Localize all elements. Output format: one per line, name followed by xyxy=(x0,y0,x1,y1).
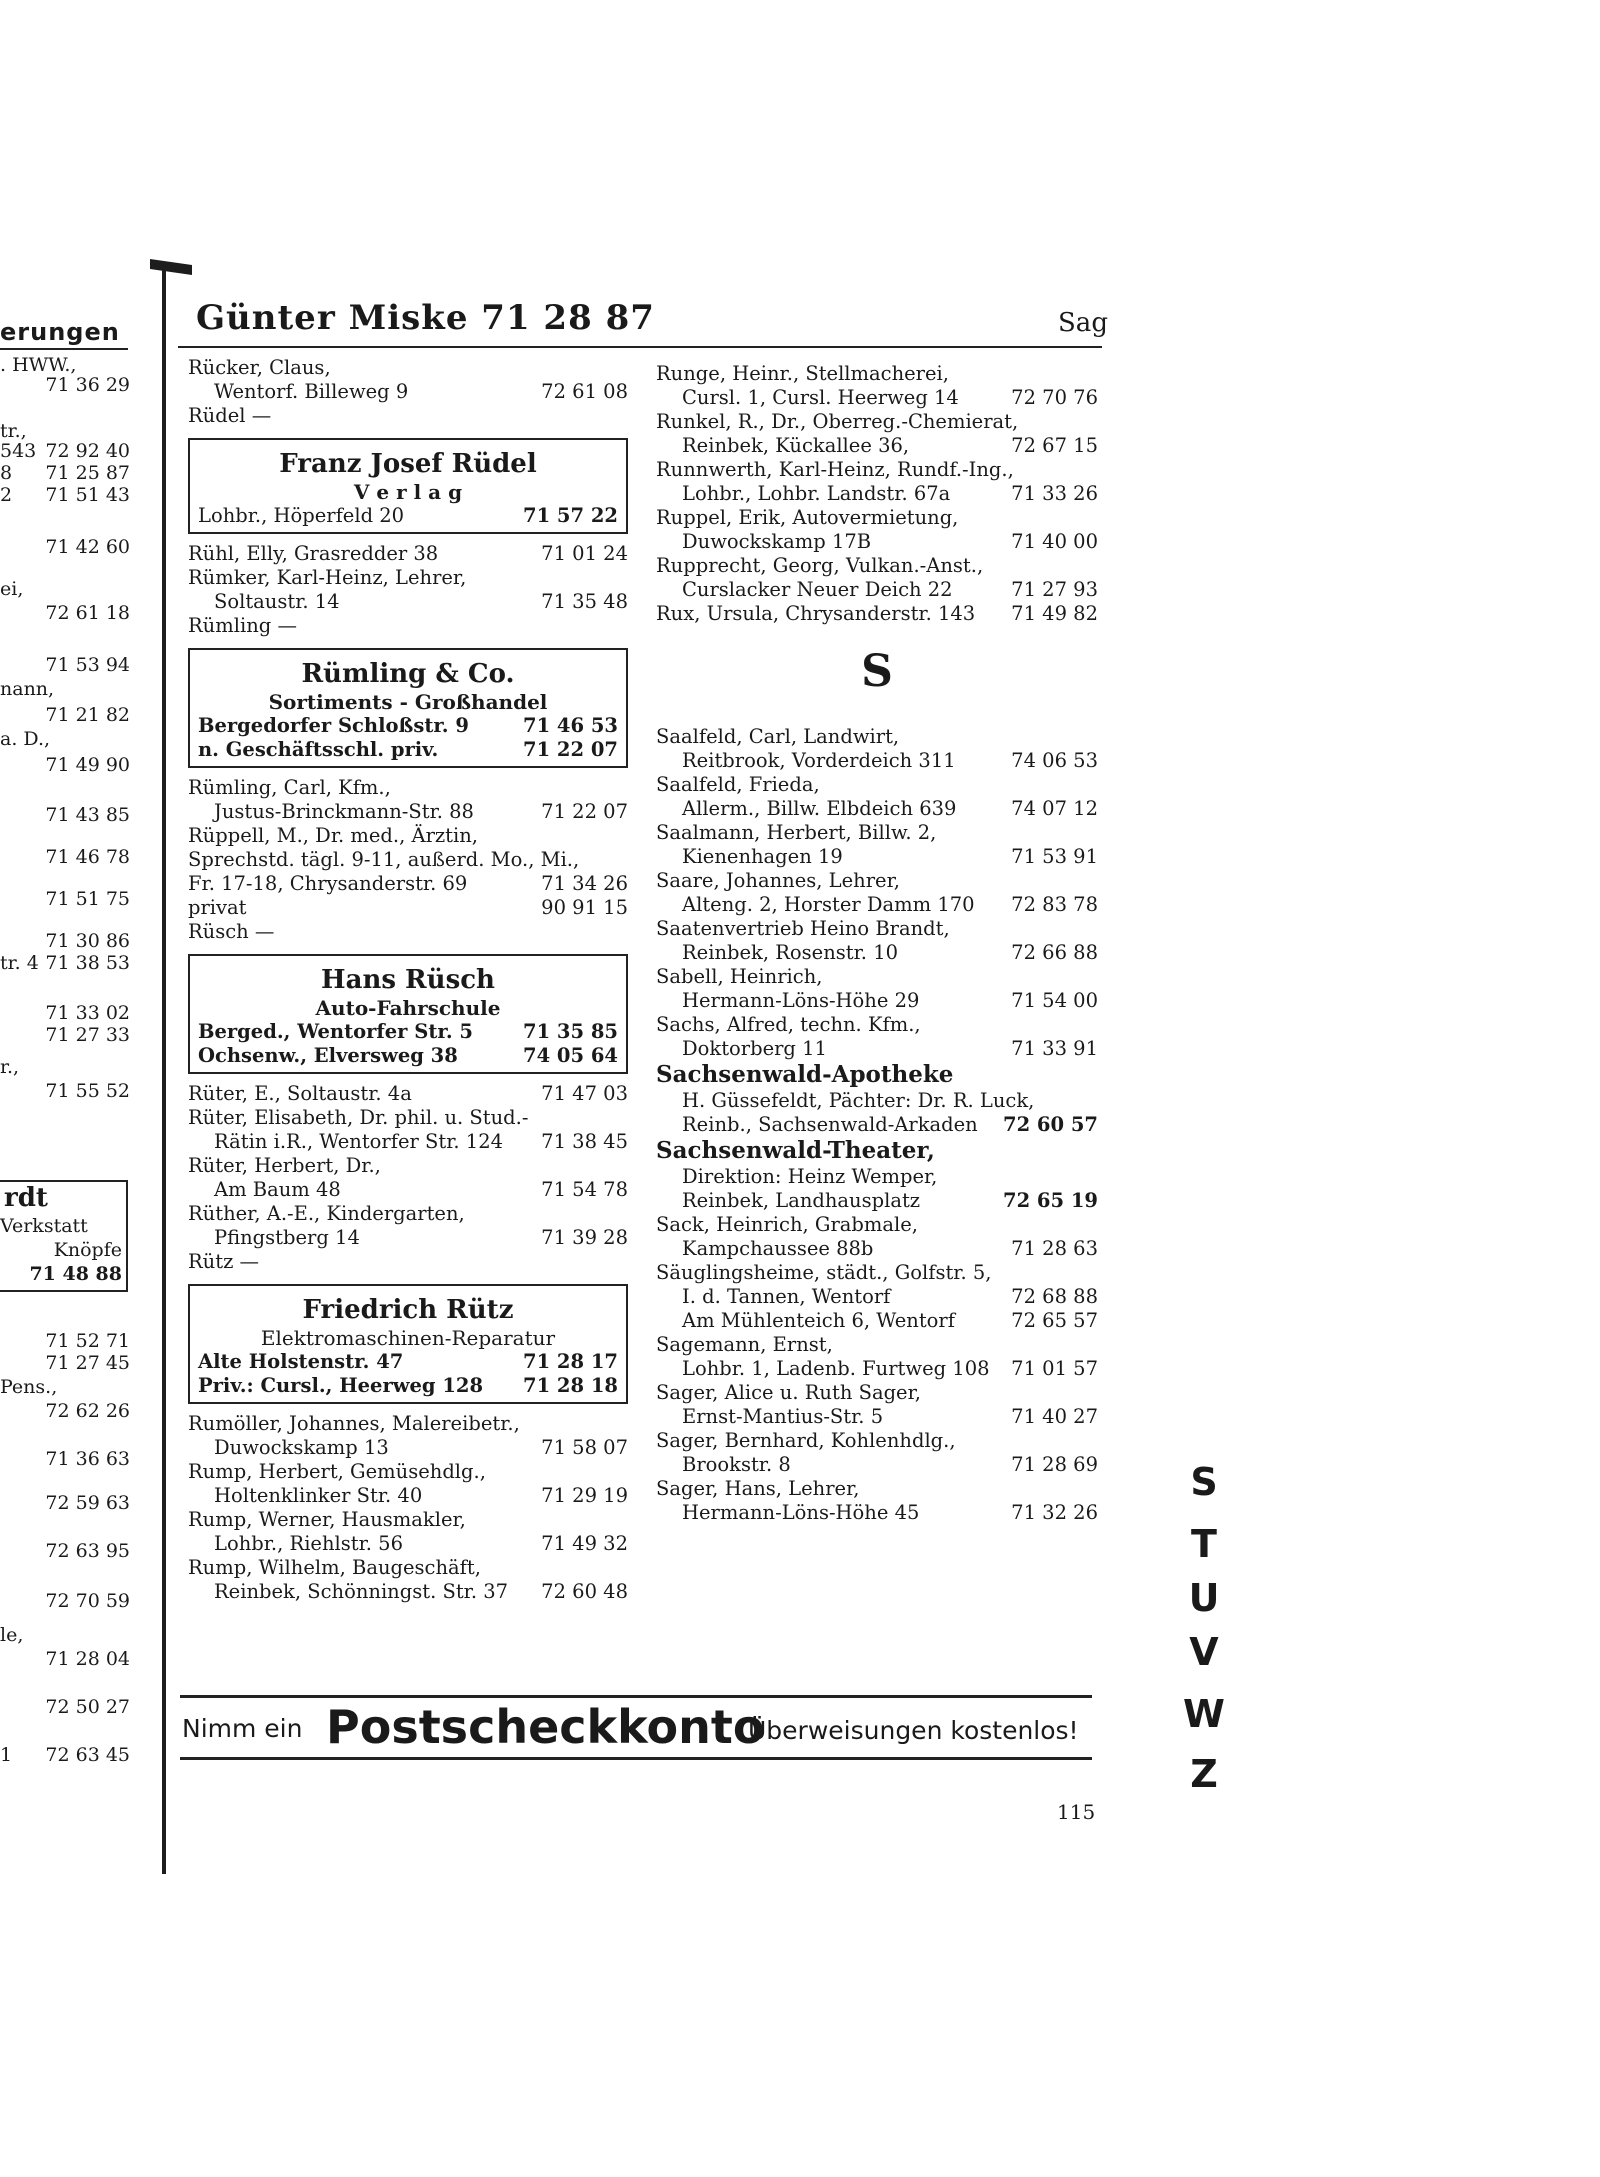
left-row-number: 71 27 45 xyxy=(45,1352,130,1374)
box-address: Priv.: Cursl., Heerweg 128 xyxy=(198,1374,484,1397)
entry-text: Rümker, Karl-Heinz, Lehrer, xyxy=(188,566,467,589)
ad-prefix: Nimm ein xyxy=(182,1714,303,1743)
entry-phone: 71 58 07 xyxy=(541,1436,628,1459)
directory-entry xyxy=(656,917,1098,965)
entry-text: Reitbrook, Vorderdeich 311 xyxy=(682,749,956,772)
ad-headline: Postscheckkonto xyxy=(326,1700,765,1754)
entry-phone: 71 54 78 xyxy=(541,1178,628,1201)
entry-text: Rüther, A.-E., Kindergarten, xyxy=(188,1202,465,1225)
left-row-text: 8 xyxy=(0,462,13,484)
left-row-number: 72 59 63 xyxy=(45,1492,130,1514)
entry-text: Reinbek, Rosenstr. 10 xyxy=(682,941,899,964)
directory-entry xyxy=(188,896,628,920)
box-title: Hans Rüsch xyxy=(321,965,495,995)
left-row-text: le, xyxy=(0,1624,24,1646)
left-row-text: Pens., xyxy=(0,1376,58,1398)
box-title: Franz Josef Rüdel xyxy=(279,449,537,479)
left-row-number: 71 55 52 xyxy=(45,1080,130,1102)
entry-text: Rumöller, Johannes, Malereibetr., xyxy=(188,1412,520,1435)
left-row-number: 71 25 87 xyxy=(45,462,130,484)
directory-entry xyxy=(188,614,628,638)
directory-entry xyxy=(656,773,1098,821)
entry-phone: 72 60 48 xyxy=(541,1580,628,1603)
entry-text: Am Mühlenteich 6, Wentorf xyxy=(682,1309,955,1332)
entry-phone: 72 68 88 xyxy=(1011,1285,1098,1308)
left-row-number: 71 49 90 xyxy=(45,754,130,776)
directory-entry xyxy=(656,1429,1098,1477)
left-column-rule xyxy=(0,348,128,350)
directory-entry xyxy=(656,869,1098,917)
entry-phone: 71 22 07 xyxy=(541,800,628,823)
left-row-number: 72 62 26 xyxy=(45,1400,130,1422)
directory-entry xyxy=(656,1213,1098,1261)
entry-text: Runge, Heinr., Stellmacherei, xyxy=(656,362,949,385)
directory-entry xyxy=(656,965,1098,1013)
entry-phone: 71 49 82 xyxy=(1011,602,1098,625)
box-title: Friedrich Rütz xyxy=(302,1295,514,1325)
entry-text: Hermann-Löns-Höhe 45 xyxy=(682,1501,920,1524)
left-row-number: 72 63 95 xyxy=(45,1540,130,1562)
listing-line: Reinb., Sachsenwald-Arkaden xyxy=(682,1113,978,1136)
directory-entry xyxy=(656,458,1098,506)
directory-entry xyxy=(656,554,1098,602)
entry-text: Rüppell, M., Dr. med., Ärztin, xyxy=(188,824,479,847)
directory-entry xyxy=(656,1013,1098,1061)
entry-phone: 71 40 00 xyxy=(1011,530,1098,553)
directory-entry xyxy=(188,566,628,614)
listing-title: Sachsenwald-Apotheke xyxy=(656,1061,954,1088)
entry-phone: 71 27 93 xyxy=(1011,578,1098,601)
entry-text: Sack, Heinrich, Grabmale, xyxy=(656,1213,918,1236)
directory-entry xyxy=(656,725,1098,773)
directory-entry xyxy=(656,1381,1098,1429)
entry-phone: 74 06 53 xyxy=(1011,749,1098,772)
entry-phone: 72 66 88 xyxy=(1011,941,1098,964)
entry-text: Rühl, Elly, Grasredder 38 xyxy=(188,542,439,565)
listing-phone: 72 65 19 xyxy=(1003,1189,1098,1212)
directory-entry xyxy=(188,920,628,944)
entry-text: Soltaustr. 14 xyxy=(214,590,340,613)
entry-text: Rüter, Elisabeth, Dr. phil. u. Stud.- xyxy=(188,1106,529,1129)
directory-entry xyxy=(656,1333,1098,1381)
directory-entry xyxy=(656,1261,1098,1309)
listing-line: Direktion: Heinz Wemper, xyxy=(682,1165,938,1188)
left-row-text: tr., xyxy=(0,420,27,442)
entry-text: Brookstr. 8 xyxy=(682,1453,791,1476)
entry-text: Hermann-Löns-Höhe 29 xyxy=(682,989,920,1012)
left-row-number: 71 46 78 xyxy=(45,846,130,868)
entry-text: Cursl. 1, Cursl. Heerweg 14 xyxy=(682,386,959,409)
entry-phone: 90 91 15 xyxy=(541,896,628,919)
directory-entry xyxy=(188,1412,628,1460)
entry-phone: 71 49 32 xyxy=(541,1532,628,1555)
entry-text: Lohbr., Riehlstr. 56 xyxy=(214,1532,403,1555)
entry-text: Saalmann, Herbert, Billw. 2, xyxy=(656,821,937,844)
directory-entry xyxy=(188,1508,628,1556)
listing-box-ruetz xyxy=(188,1284,628,1404)
entry-text: Rüter, Herbert, Dr., xyxy=(188,1154,381,1177)
left-row-number: 71 36 29 xyxy=(45,374,130,396)
entry-phone: 71 28 69 xyxy=(1011,1453,1098,1476)
entry-phone: 72 61 08 xyxy=(541,380,628,403)
directory-entry xyxy=(188,1106,628,1154)
entry-text: Saatenvertrieb Heino Brandt, xyxy=(656,917,950,940)
left-row-text: . HWW., xyxy=(0,354,77,376)
listing-line: H. Güssefeldt, Pächter: Dr. R. Luck, xyxy=(682,1089,1035,1112)
entry-phone: 72 83 78 xyxy=(1011,893,1098,916)
entry-text: Lohbr. 1, Ladenb. Furtweg 108 xyxy=(682,1357,990,1380)
box-address: n. Geschäftsschl. priv. xyxy=(198,738,439,761)
entry-text: Kienenhagen 19 xyxy=(682,845,843,868)
box-phone: 74 05 64 xyxy=(523,1044,618,1067)
directory-entry xyxy=(656,362,1098,410)
directory-entry xyxy=(188,824,628,896)
left-row-number: 71 33 02 xyxy=(45,1002,130,1024)
entry-phone: 71 54 00 xyxy=(1011,989,1098,1012)
left-row-number: 72 63 45 xyxy=(45,1744,130,1766)
directory-entry xyxy=(188,1202,628,1250)
entry-text: Am Baum 48 xyxy=(214,1178,341,1201)
thumb-index-letter: Z xyxy=(1190,1752,1218,1796)
entry-text: Curslacker Neuer Deich 22 xyxy=(682,578,953,601)
footer-rule-top xyxy=(180,1695,1092,1698)
entry-text: Fr. 17-18, Chrysanderstr. 69 xyxy=(188,872,468,895)
left-row-number: 71 28 04 xyxy=(45,1648,130,1670)
box-address: Ochsenw., Elversweg 38 xyxy=(198,1044,458,1067)
thumb-index-letter: U xyxy=(1188,1576,1220,1620)
entry-phone: 71 35 48 xyxy=(541,590,628,613)
entry-text: Rupprecht, Georg, Vulkan.-Anst., xyxy=(656,554,984,577)
entry-text: Wentorf. Billeweg 9 xyxy=(214,380,409,403)
box-title: Rümling & Co. xyxy=(301,659,515,689)
directory-entry xyxy=(656,602,1098,626)
entry-text: Rümling, Carl, Kfm., xyxy=(188,776,391,799)
box-phone: 71 57 22 xyxy=(523,504,618,527)
left-row-text: tr. 4 xyxy=(0,952,39,974)
entry-text: Rütz — xyxy=(188,1250,260,1273)
left-row-text: ei, xyxy=(0,578,24,600)
footer-rule-bottom xyxy=(180,1757,1092,1760)
entry-phone: 71 01 57 xyxy=(1011,1357,1098,1380)
entry-text: Reinbek, Kückallee 36, xyxy=(682,434,910,457)
left-row-number: 71 42 60 xyxy=(45,536,130,558)
entry-text: privat xyxy=(188,896,247,919)
directory-entry xyxy=(656,1309,1098,1333)
directory-entry xyxy=(656,506,1098,554)
box-phone: 71 28 18 xyxy=(523,1374,618,1397)
listing-line: Reinbek, Landhausplatz xyxy=(682,1189,921,1212)
entry-text: Sabell, Heinrich, xyxy=(656,965,823,988)
box-subtitle: V e r l a g xyxy=(353,480,463,504)
entry-text: Sagemann, Ernst, xyxy=(656,1333,833,1356)
box-address: Bergedorfer Schloßstr. 9 xyxy=(198,714,469,737)
header-rule xyxy=(178,346,1102,348)
directory-entry xyxy=(188,1556,628,1604)
listing-box-ruedel xyxy=(188,438,628,534)
entry-phone: 72 70 76 xyxy=(1011,386,1098,409)
entry-text: Rump, Werner, Hausmakler, xyxy=(188,1508,466,1531)
directory-column-1 xyxy=(188,356,628,1604)
entry-phone: 74 07 12 xyxy=(1011,797,1098,820)
entry-text: Rüsch — xyxy=(188,920,275,943)
section-letter: S xyxy=(861,646,893,697)
entry-text: Duwockskamp 13 xyxy=(214,1436,389,1459)
directory-entry xyxy=(188,776,628,824)
page-spine xyxy=(162,262,166,1874)
box-phone: 71 22 07 xyxy=(523,738,618,761)
directory-entry xyxy=(656,410,1098,458)
entry-phone: 72 65 57 xyxy=(1011,1309,1098,1332)
left-row-text: 543 xyxy=(0,440,37,462)
directory-column-2 xyxy=(656,362,1098,1525)
entry-phone: 71 34 26 xyxy=(541,872,628,895)
entry-phone: 71 53 91 xyxy=(1011,845,1098,868)
entry-phone: 71 32 26 xyxy=(1011,1501,1098,1524)
entry-phone: 71 29 19 xyxy=(541,1484,628,1507)
listing-box-ruemling xyxy=(188,648,628,768)
entry-phone: 71 47 03 xyxy=(541,1082,628,1105)
left-row-text: nann, xyxy=(0,678,55,700)
entry-phone: 71 33 26 xyxy=(1011,482,1098,505)
entry-text: Saare, Johannes, Lehrer, xyxy=(656,869,900,892)
entry-text: Saalfeld, Frieda, xyxy=(656,773,820,796)
left-box-title: rdt xyxy=(4,1183,48,1213)
thumb-index-letter: S xyxy=(1190,1460,1218,1504)
entry-text: Ernst-Mantius-Str. 5 xyxy=(682,1405,884,1428)
box-address: Berged., Wentorfer Str. 5 xyxy=(198,1020,473,1043)
entry-text: Sager, Bernhard, Kohlenhdlg., xyxy=(656,1429,956,1452)
thumb-index-letter: T xyxy=(1191,1522,1217,1566)
entry-text: Rätin i.R., Wentorfer Str. 124 xyxy=(214,1130,504,1153)
box-phone: 71 46 53 xyxy=(523,714,618,737)
box-subtitle: Elektromaschinen-Reparatur xyxy=(260,1326,556,1350)
left-row-number: 71 51 43 xyxy=(45,484,130,506)
box-subtitle: Sortiments - Großhandel xyxy=(268,690,548,714)
thumb-index-letter: V xyxy=(1189,1630,1219,1674)
left-row-text: 1 xyxy=(0,1744,13,1766)
directory-entry xyxy=(188,1250,628,1274)
left-row-number: 71 38 53 xyxy=(45,952,130,974)
entry-text: Rux, Ursula, Chrysanderstr. 143 xyxy=(656,602,976,625)
entry-text: Säuglingsheime, städt., Golfstr. 5, xyxy=(656,1261,992,1284)
entry-text: Holtenklinker Str. 40 xyxy=(214,1484,423,1507)
left-row-number: 71 43 85 xyxy=(45,804,130,826)
page-header-key: Sag xyxy=(1058,308,1108,338)
entry-phone: 72 67 15 xyxy=(1011,434,1098,457)
entry-text: Runnwerth, Karl-Heinz, Rundf.-Ing., xyxy=(656,458,1014,481)
page-number: 115 xyxy=(1057,1800,1096,1824)
entry-text: Doktorberg 11 xyxy=(682,1037,827,1060)
entry-text: Rump, Herbert, Gemüsehdlg., xyxy=(188,1460,486,1483)
entry-text: Sager, Alice u. Ruth Sager, xyxy=(656,1381,921,1404)
directory-entry xyxy=(188,1082,628,1106)
listing-phone: 72 60 57 xyxy=(1003,1113,1098,1136)
left-box-line1: Verkstatt xyxy=(0,1215,88,1237)
entry-text: Sager, Hans, Lehrer, xyxy=(656,1477,860,1500)
entry-text: Lohbr., Lohbr. Landstr. 67a xyxy=(682,482,951,505)
left-column-header: erungen xyxy=(0,318,120,346)
entry-text: I. d. Tannen, Wentorf xyxy=(682,1285,891,1308)
entry-text: Rücker, Claus, xyxy=(188,356,331,379)
entry-phone: 71 39 28 xyxy=(541,1226,628,1249)
directory-entry xyxy=(188,404,628,428)
entry-text: Allerm., Billw. Elbdeich 639 xyxy=(682,797,957,820)
entry-text: Kampchaussee 88b xyxy=(682,1237,874,1260)
box-address: Alte Holstenstr. 47 xyxy=(198,1350,404,1373)
entry-text: Rümling — xyxy=(188,614,297,637)
box-address: Lohbr., Höperfeld 20 xyxy=(198,504,405,527)
left-row-number: 72 92 40 xyxy=(45,440,130,462)
page-binding-mark xyxy=(150,259,192,275)
entry-text: Reinbek, Schönningst. Str. 37 xyxy=(214,1580,509,1603)
left-row-number: 71 21 82 xyxy=(45,704,130,726)
entry-phone: 71 28 63 xyxy=(1011,1237,1098,1260)
entry-text: Sachs, Alfred, techn. Kfm., xyxy=(656,1013,921,1036)
ad-suffix: Überweisungen kostenlos! xyxy=(748,1716,1079,1745)
entry-phone: 71 33 91 xyxy=(1011,1037,1098,1060)
entry-text: Justus-Brinckmann-Str. 88 xyxy=(214,800,474,823)
entry-text: Saalfeld, Carl, Landwirt, xyxy=(656,725,900,748)
entry-text: Alteng. 2, Horster Damm 170 xyxy=(682,893,975,916)
listing-theater xyxy=(656,1137,1098,1213)
left-row-text: 2 xyxy=(0,484,13,506)
listing-box-ruesch xyxy=(188,954,628,1074)
box-phone: 71 35 85 xyxy=(523,1020,618,1043)
entry-phone: 71 40 27 xyxy=(1011,1405,1098,1428)
entry-phone: 71 38 45 xyxy=(541,1130,628,1153)
directory-entry xyxy=(656,1477,1098,1525)
left-row-number: 71 52 71 xyxy=(45,1330,130,1352)
left-row-number: 72 61 18 xyxy=(45,602,130,624)
left-row-text: r., xyxy=(0,1056,20,1078)
directory-entry xyxy=(188,356,628,404)
box-phone: 71 28 17 xyxy=(523,1350,618,1373)
directory-entry xyxy=(188,542,628,566)
left-row-number: 72 50 27 xyxy=(45,1696,130,1718)
left-row-number: 71 51 75 xyxy=(45,888,130,910)
left-row-number: 72 70 59 xyxy=(45,1590,130,1612)
entry-text: Rüter, E., Soltaustr. 4a xyxy=(188,1082,412,1105)
left-box-line2: Knöpfe xyxy=(53,1239,122,1261)
entry-text: Rüdel — xyxy=(188,404,272,427)
entry-text: Ruppel, Erik, Autovermietung, xyxy=(656,506,959,529)
page-header-title: Günter Miske 71 28 87 xyxy=(196,298,655,338)
footer-advertisement xyxy=(180,1700,1092,1756)
listing-apotheke xyxy=(656,1061,1098,1137)
entry-text: Runkel, R., Dr., Oberreg.-Chemierat, xyxy=(656,410,1019,433)
left-column-box xyxy=(0,1180,128,1292)
box-subtitle: Auto-Fahrschule xyxy=(315,996,501,1020)
left-row-number: 71 36 63 xyxy=(45,1448,130,1470)
entry-text: Sprechstd. tägl. 9-11, außerd. Mo., Mi., xyxy=(188,848,580,871)
entry-text: Rump, Wilhelm, Baugeschäft, xyxy=(188,1556,481,1579)
left-row-number: 71 30 86 xyxy=(45,930,130,952)
entry-text: Duwockskamp 17B xyxy=(682,530,872,553)
thumb-index-letter: W xyxy=(1183,1692,1225,1736)
left-row-number: 71 53 94 xyxy=(45,654,130,676)
left-row-number: 71 27 33 xyxy=(45,1024,130,1046)
directory-entry xyxy=(656,821,1098,869)
entry-phone: 71 01 24 xyxy=(541,542,628,565)
directory-entry xyxy=(188,1154,628,1202)
left-box-number: 71 48 88 xyxy=(29,1263,122,1285)
entry-text: Pfingstberg 14 xyxy=(214,1226,360,1249)
directory-entry xyxy=(188,1460,628,1508)
left-row-text: a. D., xyxy=(0,728,51,750)
listing-title: Sachsenwald-Theater, xyxy=(656,1137,935,1164)
